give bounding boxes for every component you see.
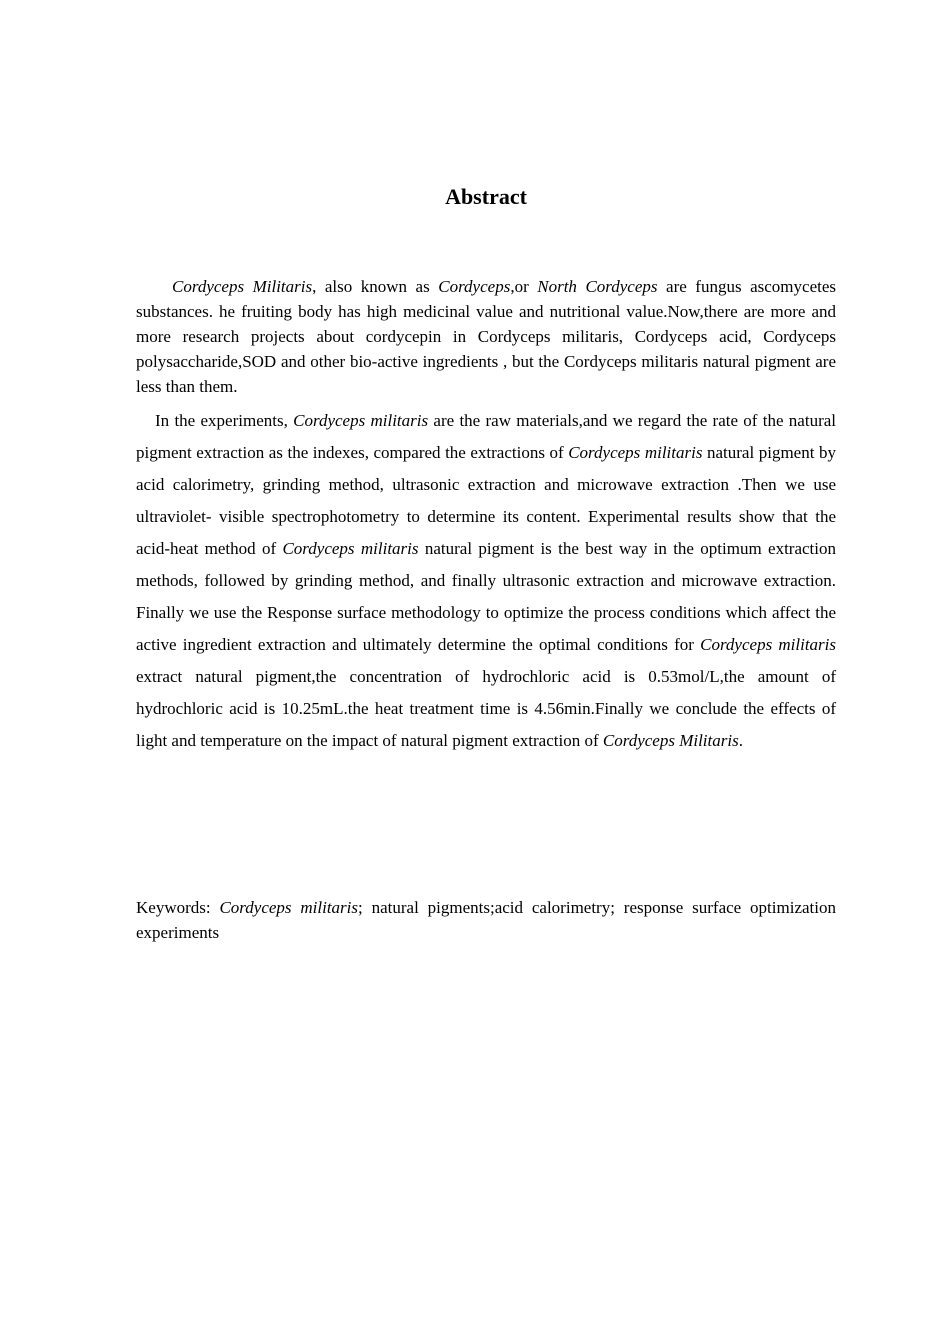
species-name: Cordyceps militaris xyxy=(700,635,836,654)
species-name: Cordyceps Militaris xyxy=(172,277,313,296)
species-name: Cordyceps militaris xyxy=(568,443,703,462)
abstract-paragraph-1: Cordyceps Militaris, also known as Cordyceps,or North Cordyceps are fungus ascomycetes substances. he fruiting body has high medicinal value and nutritional value.Now,there are more and more research projects about cordycepin in Cordyceps militaris, Cordyceps acid, Cordyceps polysaccharide,SOD and other bio-active ingredients , but the Cordyceps militaris natural pigment are less than them. xyxy=(136,277,837,396)
keywords-label: Keywords: xyxy=(136,898,220,917)
species-name: Cordyceps militaris xyxy=(219,898,359,917)
species-name: Cordyceps xyxy=(438,277,511,296)
keywords-line: Keywords: Cordyceps militaris; natural pigments;acid calorimetry; response surface optimization experiments xyxy=(136,898,836,942)
species-name: North Cordyceps xyxy=(537,277,658,296)
abstract-paragraph-2: In the experiments, Cordyceps militaris are the raw materials,and we regard the rate of the natural pigment extraction as the indexes, compared the extractions of Cordyceps militaris natural pigment by acid calorimetry, grinding method, ultrasonic extraction and microwave extraction .Then we use ultraviolet- visible spectrophotometry to determine its content. Experimental results show that the acid-heat method of Cordyceps militaris natural pigment is the best way in the optimum extraction methods, followed by grinding method, and finally ultrasonic extraction and microwave extraction. Finally we use the Response surface methodology to optimize the process conditions which affect the active ingredient extraction and ultimately determine the optimal conditions for Cordyceps militaris extract natural pigment,the concentration of hydrochloric acid is 0.53mol/L,the amount of hydrochloric acid is 10.25mL.the heat treatment time is 4.56min.Finally we conclude the effects of light and temperature on the impact of natural pigment extraction of Cordyceps Militaris. xyxy=(136,411,836,750)
species-name: Cordyceps militaris xyxy=(282,539,419,558)
page-title: Abstract xyxy=(445,184,527,209)
abstract-body xyxy=(136,274,836,757)
species-name: Cordyceps Militaris xyxy=(602,731,739,750)
species-name: Cordyceps militaris xyxy=(293,411,429,430)
